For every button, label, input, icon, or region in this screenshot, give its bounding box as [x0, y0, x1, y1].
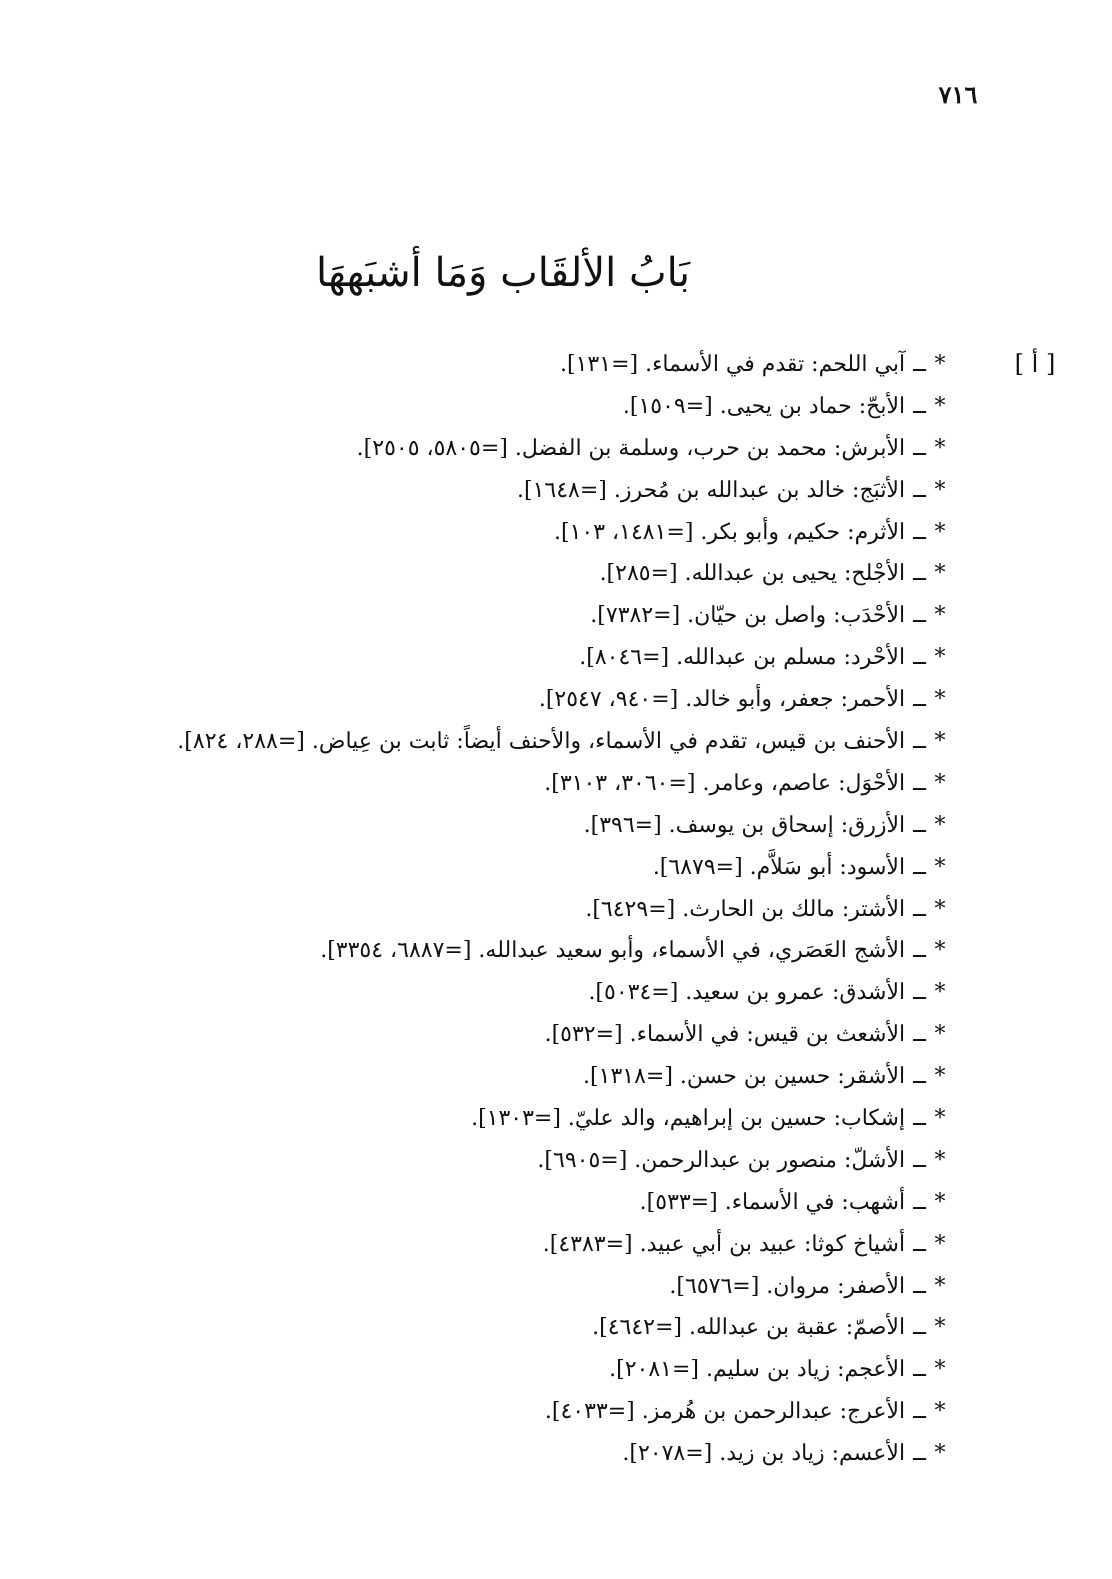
- list-item: [112, 428, 952, 470]
- entry-text: أشهب: في الأسماء. [=٥٣٣].: [639, 1189, 906, 1215]
- list-item: [112, 1391, 952, 1433]
- entry-dash: ــ: [913, 980, 926, 1006]
- asterisk-bullet: *: [934, 477, 946, 503]
- entry-text: الأزرق: إسحاق بن يوسف. [=٣٩٦].: [583, 812, 906, 838]
- list-item: [112, 1433, 952, 1475]
- asterisk-bullet: *: [934, 561, 946, 587]
- entry-text: الأشج العَصَري، في الأسماء، وأبو سعيد عبدالله. [=٦٨٨٧، ٣٣٥٤].: [320, 938, 906, 964]
- asterisk-bullet: *: [934, 1273, 946, 1299]
- list-item: [112, 972, 952, 1014]
- list-item: [112, 1307, 952, 1349]
- entry-text: الأحمر: جعفر، وأبو خالد. [=٩٤٠، ٢٥٤٧].: [538, 687, 906, 713]
- entry-text: الأحْرد: مسلم بن عبدالله. [=٨٠٤٦].: [579, 645, 906, 671]
- entry-text: الأحْدَب: واصل بن حيّان. [=٧٣٨٢].: [590, 603, 906, 629]
- entry-text: الأجْلح: يحيى بن عبدالله. [=٢٨٥].: [599, 561, 906, 587]
- list-item: [112, 344, 952, 386]
- list-item: [112, 1098, 952, 1140]
- section-marker: [ أ ]: [1014, 350, 1056, 378]
- entry-dash: ــ: [913, 729, 926, 755]
- asterisk-bullet: *: [934, 938, 946, 964]
- asterisk-bullet: *: [934, 1441, 946, 1467]
- entry-text: الأحْوَل: عاصم، وعامر. [=٣٠٦٠، ٣١٠٣].: [544, 770, 906, 796]
- entry-list: [112, 344, 952, 1475]
- asterisk-bullet: *: [934, 980, 946, 1006]
- asterisk-bullet: *: [934, 603, 946, 629]
- entry-dash: ــ: [913, 1147, 926, 1173]
- entry-dash: ــ: [913, 687, 926, 713]
- entry-text: الأعسم: زياد بن زيد. [=٢٠٧٨].: [622, 1441, 906, 1467]
- entry-dash: ــ: [913, 1231, 926, 1257]
- entry-dash: ــ: [913, 477, 926, 503]
- asterisk-bullet: *: [934, 393, 946, 419]
- asterisk-bullet: *: [934, 1189, 946, 1215]
- asterisk-bullet: *: [934, 1357, 946, 1383]
- list-item: [112, 637, 952, 679]
- entry-dash: ــ: [913, 770, 926, 796]
- entry-text: الأعرج: عبدالرحمن بن هُرمز. [=٤٠٣٣].: [544, 1399, 906, 1425]
- list-item: [112, 763, 952, 805]
- page-number: ٧١٦: [938, 80, 978, 109]
- entry-dash: ــ: [913, 1022, 926, 1048]
- asterisk-bullet: *: [934, 1399, 946, 1425]
- asterisk-bullet: *: [934, 1022, 946, 1048]
- list-item: [112, 889, 952, 931]
- asterisk-bullet: *: [934, 352, 946, 377]
- list-item: [112, 1056, 952, 1098]
- entry-text: الأبرش: محمد بن حرب، وسلمة بن الفضل. [=٥٨٠٥، ٢٥٠٥].: [356, 435, 906, 461]
- entry-text: آبي اللحم: تقدم في الأسماء. [=١٣١].: [560, 352, 906, 377]
- list-item: [112, 595, 952, 637]
- entry-text: الأحنف بن قيس، تقدم في الأسماء، والأحنف أيضاً: ثابت بن عِياض. [=٢٨٨، ٨٢٤].: [177, 729, 906, 755]
- entry-dash: ــ: [913, 645, 926, 671]
- list-item: [112, 847, 952, 889]
- asterisk-bullet: *: [934, 519, 946, 545]
- entry-text: الأثبَج: خالد بن عبدالله بن مُحرز. [=١٦٤٨].: [517, 477, 906, 503]
- entry-dash: ــ: [913, 435, 926, 461]
- entry-text: الأشتر: مالك بن الحارث. [=٦٤٢٩].: [585, 896, 906, 922]
- entry-text: الأشعث بن قيس: في الأسماء. [=٥٣٢].: [544, 1022, 906, 1048]
- chapter-title: بَابُ الألقَاب وَمَا أشبَههَا: [315, 250, 690, 296]
- entry-text: الأعجم: زياد بن سليم. [=٢٠٨١].: [609, 1357, 906, 1383]
- entry-dash: ــ: [913, 1106, 926, 1132]
- entry-dash: ــ: [913, 603, 926, 629]
- list-item: [112, 805, 952, 847]
- entry-dash: ــ: [913, 1189, 926, 1215]
- asterisk-bullet: *: [934, 435, 946, 461]
- list-item: [112, 1014, 952, 1056]
- entry-dash: ــ: [913, 854, 926, 880]
- entry-dash: ــ: [913, 561, 926, 587]
- entry-text: أشياخ كوثا: عبيد بن أبي عبيد. [=٤٣٨٣].: [542, 1231, 906, 1257]
- entry-text: الأصمّ: عقبة بن عبدالله. [=٤٦٤٢].: [592, 1315, 906, 1341]
- asterisk-bullet: *: [934, 687, 946, 713]
- asterisk-bullet: *: [934, 729, 946, 755]
- entry-text: الأشقر: حسين بن حسن. [=١٣١٨].: [583, 1064, 906, 1090]
- list-item: [112, 1140, 952, 1182]
- entry-text: إشكاب: حسين بن إبراهيم، والد عليّ. [=١٣٠٣].: [471, 1106, 906, 1132]
- asterisk-bullet: *: [934, 770, 946, 796]
- entry-dash: ــ: [913, 938, 926, 964]
- entry-dash: ــ: [913, 1315, 926, 1341]
- entry-text: الأصفر: مروان. [=٦٥٧٦].: [669, 1273, 906, 1299]
- list-item: [112, 553, 952, 595]
- entry-text: الأسود: أبو سَلاَّم. [=٦٨٧٩].: [652, 854, 906, 880]
- list-item: [112, 721, 952, 763]
- entry-dash: ــ: [913, 393, 926, 419]
- entry-dash: ــ: [913, 1064, 926, 1090]
- list-item: [112, 1182, 952, 1224]
- entry-dash: ــ: [913, 1399, 926, 1425]
- list-item: [112, 512, 952, 554]
- entry-text: الأشدق: عمرو بن سعيد. [=٥٠٣٤].: [588, 980, 906, 1006]
- entry-dash: ــ: [913, 896, 926, 922]
- entry-dash: ــ: [913, 812, 926, 838]
- list-item: [112, 470, 952, 512]
- entry-text: الأشلّ: منصور بن عبدالرحمن. [=٦٩٠٥].: [537, 1147, 906, 1173]
- asterisk-bullet: *: [934, 1064, 946, 1090]
- asterisk-bullet: *: [934, 1315, 946, 1341]
- entry-dash: ــ: [913, 1441, 926, 1467]
- asterisk-bullet: *: [934, 854, 946, 880]
- entry-text: الأبحّ: حماد بن يحيى. [=١٥٠٩].: [622, 393, 906, 419]
- entry-dash: ــ: [913, 352, 926, 377]
- list-item: [112, 1224, 952, 1266]
- entry-text: الأثرم: حكيم، وأبو بكر. [=١٤٨١، ١٠٣].: [554, 519, 906, 545]
- asterisk-bullet: *: [934, 1106, 946, 1132]
- asterisk-bullet: *: [934, 1231, 946, 1257]
- list-item: [112, 679, 952, 721]
- list-item: [112, 930, 952, 972]
- asterisk-bullet: *: [934, 896, 946, 922]
- entry-dash: ــ: [913, 519, 926, 545]
- asterisk-bullet: *: [934, 1147, 946, 1173]
- list-item: [112, 1349, 952, 1391]
- entry-dash: ــ: [913, 1357, 926, 1383]
- asterisk-bullet: *: [934, 645, 946, 671]
- list-item: [112, 386, 952, 428]
- asterisk-bullet: *: [934, 812, 946, 838]
- list-item: [112, 1266, 952, 1308]
- entry-dash: ــ: [913, 1273, 926, 1299]
